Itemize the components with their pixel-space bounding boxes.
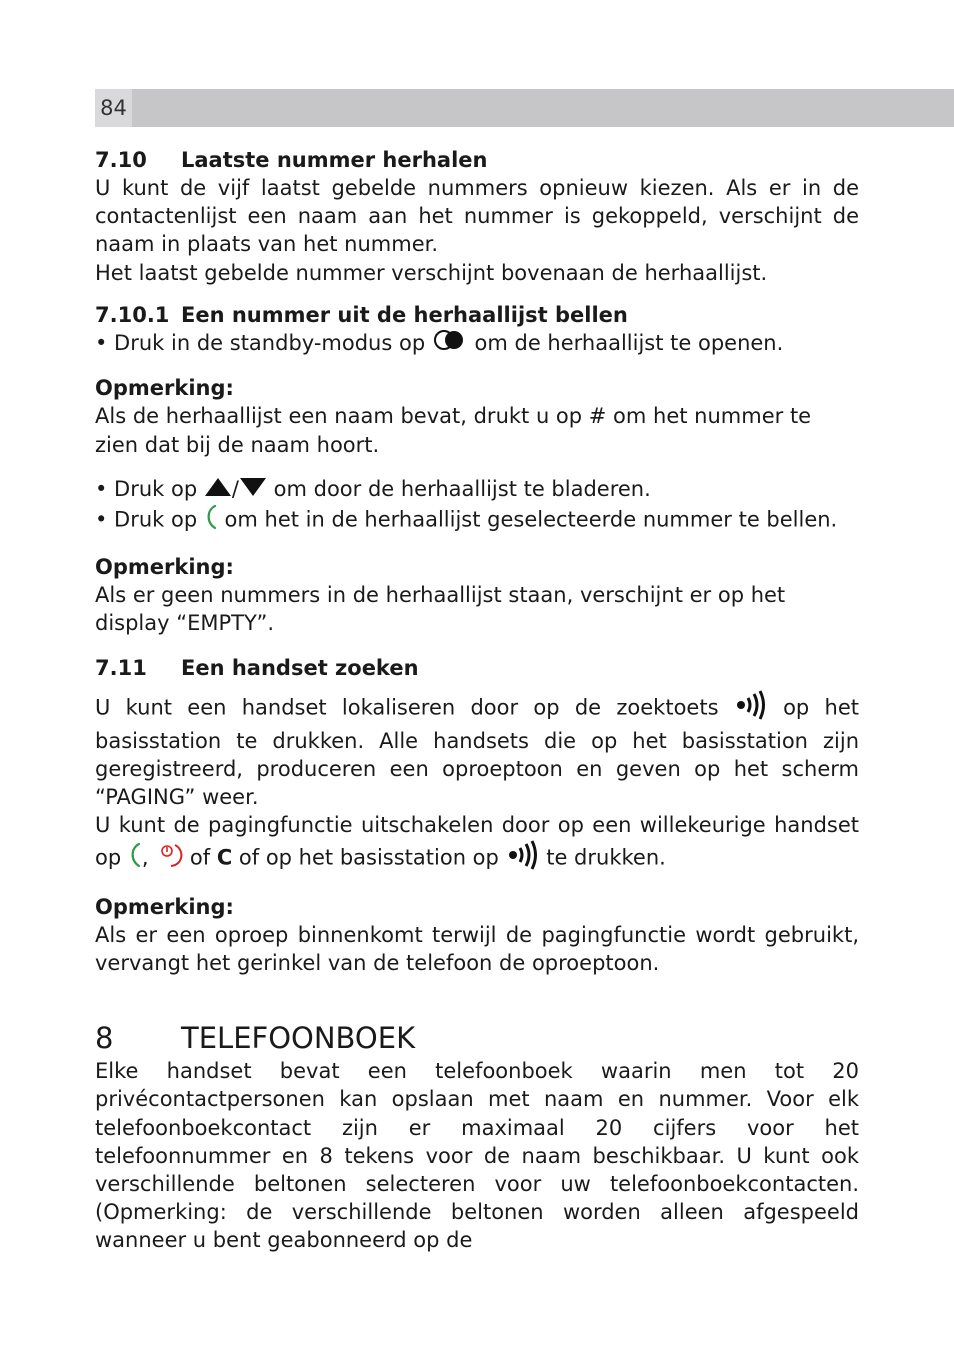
clear-key-label: C — [216, 845, 233, 870]
note-label: Opmerking: — [95, 555, 234, 580]
heading-7-11 — [95, 654, 859, 682]
heading-7-10-1 — [95, 301, 859, 329]
bullet-item: • Druk in de standby-modus op om de herhaallijst te openen. — [95, 329, 859, 359]
paragraph: U kunt de pagingfunctie uitschakelen door op een willekeurige handset op , of C of op het basisstation op te drukken. — [95, 811, 859, 876]
bullet-item: • Druk op / om door de herhaallijst te bladeren. — [95, 475, 859, 504]
call-green-icon — [204, 504, 218, 537]
heading-8 — [95, 1019, 859, 1057]
heading-number: 8 — [95, 1021, 114, 1056]
heading-title: Een handset zoeken — [181, 655, 419, 680]
arrow-down-icon — [239, 476, 267, 504]
note-text: Als er geen nummers in de herhaallijst staan, verschijnt er op het display “EMPTY”. — [95, 583, 786, 636]
note-label: Opmerking: — [95, 894, 234, 919]
heading-number: 7.10 — [95, 148, 147, 172]
heading-number: 7.10.1 — [95, 302, 170, 327]
paragraph: U kunt de vijf laatst gebelde nummers opnieuw kiezen. Als er in de contactenlijst een naam aan het nummer is gekoppeld, verschijnt de naam in plaats van het nummer. — [95, 176, 859, 257]
redial-key-icon — [432, 329, 468, 358]
heading-title: TELEFOONBOEK — [181, 1021, 416, 1056]
header-bar — [95, 89, 954, 127]
heading-7-10 — [95, 146, 859, 174]
bullet-item: • Druk op om het in de herhaallijst geselecteerde nummer te bellen. — [95, 504, 859, 537]
heading-title: Laatste nummer herhalen — [181, 148, 488, 172]
paging-key-icon — [506, 840, 540, 877]
heading-title: Een nummer uit de herhaallijst bellen — [181, 302, 628, 327]
paragraph: Het laatst gebelde nummer verschijnt bovenaan de herhaallijst. — [95, 260, 768, 285]
heading-number: 7.11 — [95, 655, 147, 680]
page-content — [95, 146, 859, 1255]
paging-key-icon — [734, 690, 768, 727]
note-label: Opmerking: — [95, 376, 234, 401]
note-text: Als er een oproep binnenkomt terwijl de pagingfunctie wordt gebruikt, vervangt het gerinkel van de telefoon de oproeptoon. — [95, 922, 859, 975]
note-text: Als de herhaallijst een naam bevat, drukt u op # om het nummer te zien dat bij de naam hoort. — [95, 404, 812, 457]
arrow-up-icon — [204, 476, 232, 504]
end-call-red-icon — [155, 841, 183, 876]
paragraph: U kunt een handset lokaliseren door op de zoektoets op het basisstation te drukken. Alle handsets die op het basisstation zijn geregistreerd, produceren een oproeptoon en geven op het scherm “PAGING” weer. — [95, 690, 859, 812]
call-green-icon — [128, 842, 142, 875]
page-number: 84 — [95, 89, 132, 127]
paragraph: Elke handset bevat een telefoonboek waarin men tot 20 privécontactpersonen kan opslaan met naam en nummer. Voor elk telefoonboekcontact zijn er maximaal 20 cijfers voor het telefoonnummer en 8 tekens voor de naam beschikbaar. U kunt ook verschillende beltonen selecteren voor uw telefoonboekcontacten. (Opmerking: de verschillende beltonen worden alleen afgespeeld wanneer u bent geabonneerd op de — [95, 1059, 859, 1253]
